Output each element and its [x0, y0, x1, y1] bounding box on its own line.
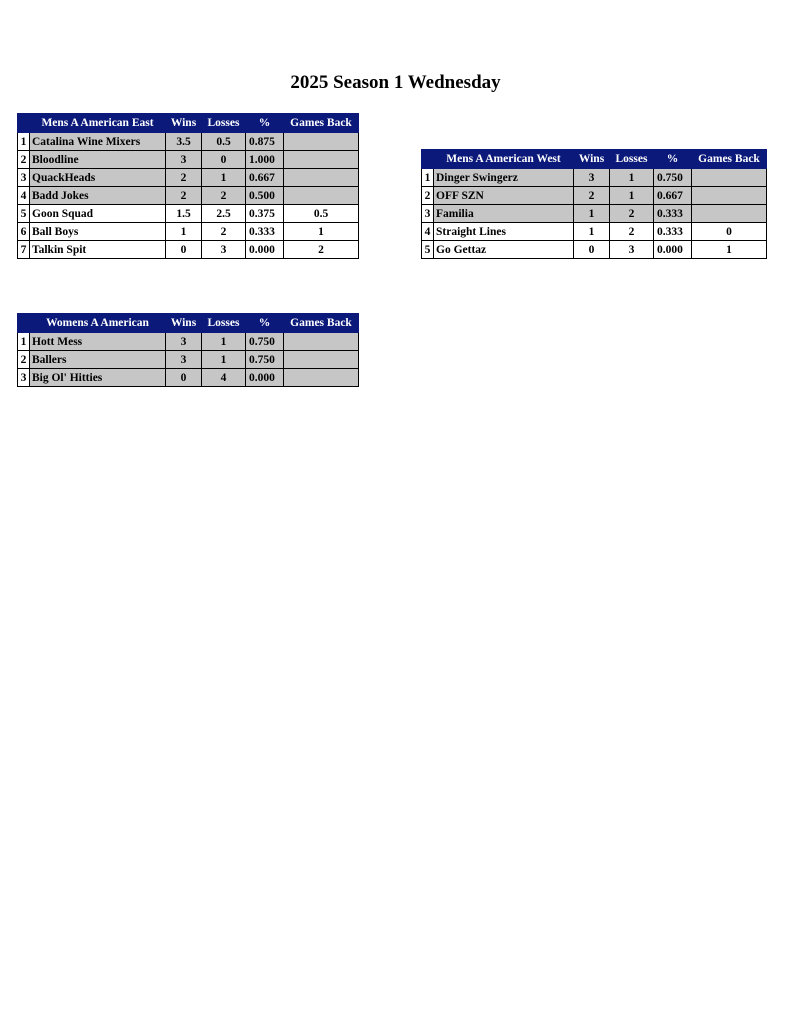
losses-cell: 0.5 — [202, 133, 246, 151]
losses-cell: 3 — [202, 241, 246, 259]
rank-cell: 3 — [422, 205, 434, 223]
header-losses: Losses — [610, 150, 654, 169]
rank-cell: 4 — [422, 223, 434, 241]
games-back-cell: 1 — [284, 223, 359, 241]
team-cell: QuackHeads — [30, 169, 166, 187]
pct-cell: 0.875 — [246, 133, 284, 151]
games-back-cell — [284, 133, 359, 151]
wins-cell: 1.5 — [166, 205, 202, 223]
team-cell: Talkin Spit — [30, 241, 166, 259]
rank-cell: 2 — [422, 187, 434, 205]
losses-cell: 4 — [202, 369, 246, 387]
header-wins: Wins — [166, 114, 202, 133]
pct-cell: 0.750 — [654, 169, 692, 187]
table-row — [422, 223, 767, 241]
standings-table-mens-east — [17, 113, 359, 259]
table-header-row — [18, 114, 359, 133]
losses-cell: 1 — [610, 187, 654, 205]
team-cell: Bloodline — [30, 151, 166, 169]
wins-cell: 1 — [574, 223, 610, 241]
losses-cell: 2 — [610, 223, 654, 241]
games-back-cell — [692, 187, 767, 205]
pct-cell: 0.500 — [246, 187, 284, 205]
table-row — [18, 187, 359, 205]
losses-cell: 2 — [610, 205, 654, 223]
wins-cell: 2 — [166, 187, 202, 205]
header-division: Womens A American — [30, 314, 166, 333]
wins-cell: 2 — [574, 187, 610, 205]
header-division: Mens A American East — [30, 114, 166, 133]
pct-cell: 0.333 — [654, 205, 692, 223]
losses-cell: 2 — [202, 187, 246, 205]
losses-cell: 1 — [202, 333, 246, 351]
team-cell: Go Gettaz — [434, 241, 574, 259]
pct-cell: 0.000 — [654, 241, 692, 259]
table-row — [18, 369, 359, 387]
losses-cell: 1 — [202, 351, 246, 369]
pct-cell: 0.000 — [246, 241, 284, 259]
header-losses: Losses — [202, 314, 246, 333]
team-cell: Dinger Swingerz — [434, 169, 574, 187]
wins-cell: 3 — [166, 333, 202, 351]
rank-cell: 7 — [18, 241, 30, 259]
rank-cell: 3 — [18, 369, 30, 387]
wins-cell: 3 — [166, 151, 202, 169]
losses-cell: 2 — [202, 223, 246, 241]
team-cell: Badd Jokes — [30, 187, 166, 205]
team-cell: Ball Boys — [30, 223, 166, 241]
team-cell: Catalina Wine Mixers — [30, 133, 166, 151]
games-back-cell: 0.5 — [284, 205, 359, 223]
header-blank — [18, 114, 30, 133]
rank-cell: 2 — [18, 351, 30, 369]
rank-cell: 6 — [18, 223, 30, 241]
table-row — [18, 151, 359, 169]
team-cell: Ballers — [30, 351, 166, 369]
wins-cell: 0 — [166, 241, 202, 259]
header-division: Mens A American West — [434, 150, 574, 169]
rank-cell: 4 — [18, 187, 30, 205]
wins-cell: 1 — [574, 205, 610, 223]
table-row — [18, 351, 359, 369]
games-back-cell — [284, 333, 359, 351]
table-header-row — [422, 150, 767, 169]
table-row — [422, 169, 767, 187]
losses-cell: 0 — [202, 151, 246, 169]
rank-cell: 3 — [18, 169, 30, 187]
rank-cell: 5 — [18, 205, 30, 223]
pct-cell: 0.667 — [246, 169, 284, 187]
pct-cell: 0.750 — [246, 333, 284, 351]
header-pct: % — [246, 314, 284, 333]
header-wins: Wins — [574, 150, 610, 169]
team-cell: Familia — [434, 205, 574, 223]
table-row — [422, 241, 767, 259]
games-back-cell: 1 — [692, 241, 767, 259]
pct-cell: 1.000 — [246, 151, 284, 169]
rank-cell: 1 — [422, 169, 434, 187]
team-cell: Big Ol' Hitties — [30, 369, 166, 387]
wins-cell: 3 — [574, 169, 610, 187]
games-back-cell — [284, 369, 359, 387]
games-back-cell — [284, 187, 359, 205]
header-wins: Wins — [166, 314, 202, 333]
team-cell: Hott Mess — [30, 333, 166, 351]
page-title: 2025 Season 1 Wednesday — [290, 72, 501, 93]
header-games-back: Games Back — [284, 114, 359, 133]
wins-cell: 1 — [166, 223, 202, 241]
header-blank — [18, 314, 30, 333]
table-row — [18, 169, 359, 187]
games-back-cell — [284, 169, 359, 187]
header-games-back: Games Back — [692, 150, 767, 169]
games-back-cell: 0 — [692, 223, 767, 241]
losses-cell: 1 — [610, 169, 654, 187]
team-cell: Goon Squad — [30, 205, 166, 223]
table-row — [422, 205, 767, 223]
header-pct: % — [246, 114, 284, 133]
wins-cell: 3 — [166, 351, 202, 369]
games-back-cell — [692, 205, 767, 223]
pct-cell: 0.000 — [246, 369, 284, 387]
table-row — [422, 187, 767, 205]
rank-cell: 1 — [18, 333, 30, 351]
wins-cell: 0 — [574, 241, 610, 259]
wins-cell: 3.5 — [166, 133, 202, 151]
table-row — [18, 223, 359, 241]
rank-cell: 5 — [422, 241, 434, 259]
header-games-back: Games Back — [284, 314, 359, 333]
table-header-row — [18, 314, 359, 333]
pct-cell: 0.375 — [246, 205, 284, 223]
team-cell: Straight Lines — [434, 223, 574, 241]
table-row — [18, 133, 359, 151]
losses-cell: 3 — [610, 241, 654, 259]
pct-cell: 0.667 — [654, 187, 692, 205]
table-row — [18, 205, 359, 223]
table-row — [18, 241, 359, 259]
games-back-cell — [284, 151, 359, 169]
standings-table-mens-west — [421, 149, 767, 259]
losses-cell: 2.5 — [202, 205, 246, 223]
header-pct: % — [654, 150, 692, 169]
wins-cell: 0 — [166, 369, 202, 387]
standings-table-womens — [17, 313, 359, 387]
header-losses: Losses — [202, 114, 246, 133]
pct-cell: 0.750 — [246, 351, 284, 369]
games-back-cell — [284, 351, 359, 369]
pct-cell: 0.333 — [246, 223, 284, 241]
rank-cell: 2 — [18, 151, 30, 169]
losses-cell: 1 — [202, 169, 246, 187]
table-row — [18, 333, 359, 351]
games-back-cell: 2 — [284, 241, 359, 259]
games-back-cell — [692, 169, 767, 187]
pct-cell: 0.333 — [654, 223, 692, 241]
team-cell: OFF SZN — [434, 187, 574, 205]
rank-cell: 1 — [18, 133, 30, 151]
wins-cell: 2 — [166, 169, 202, 187]
header-blank — [422, 150, 434, 169]
